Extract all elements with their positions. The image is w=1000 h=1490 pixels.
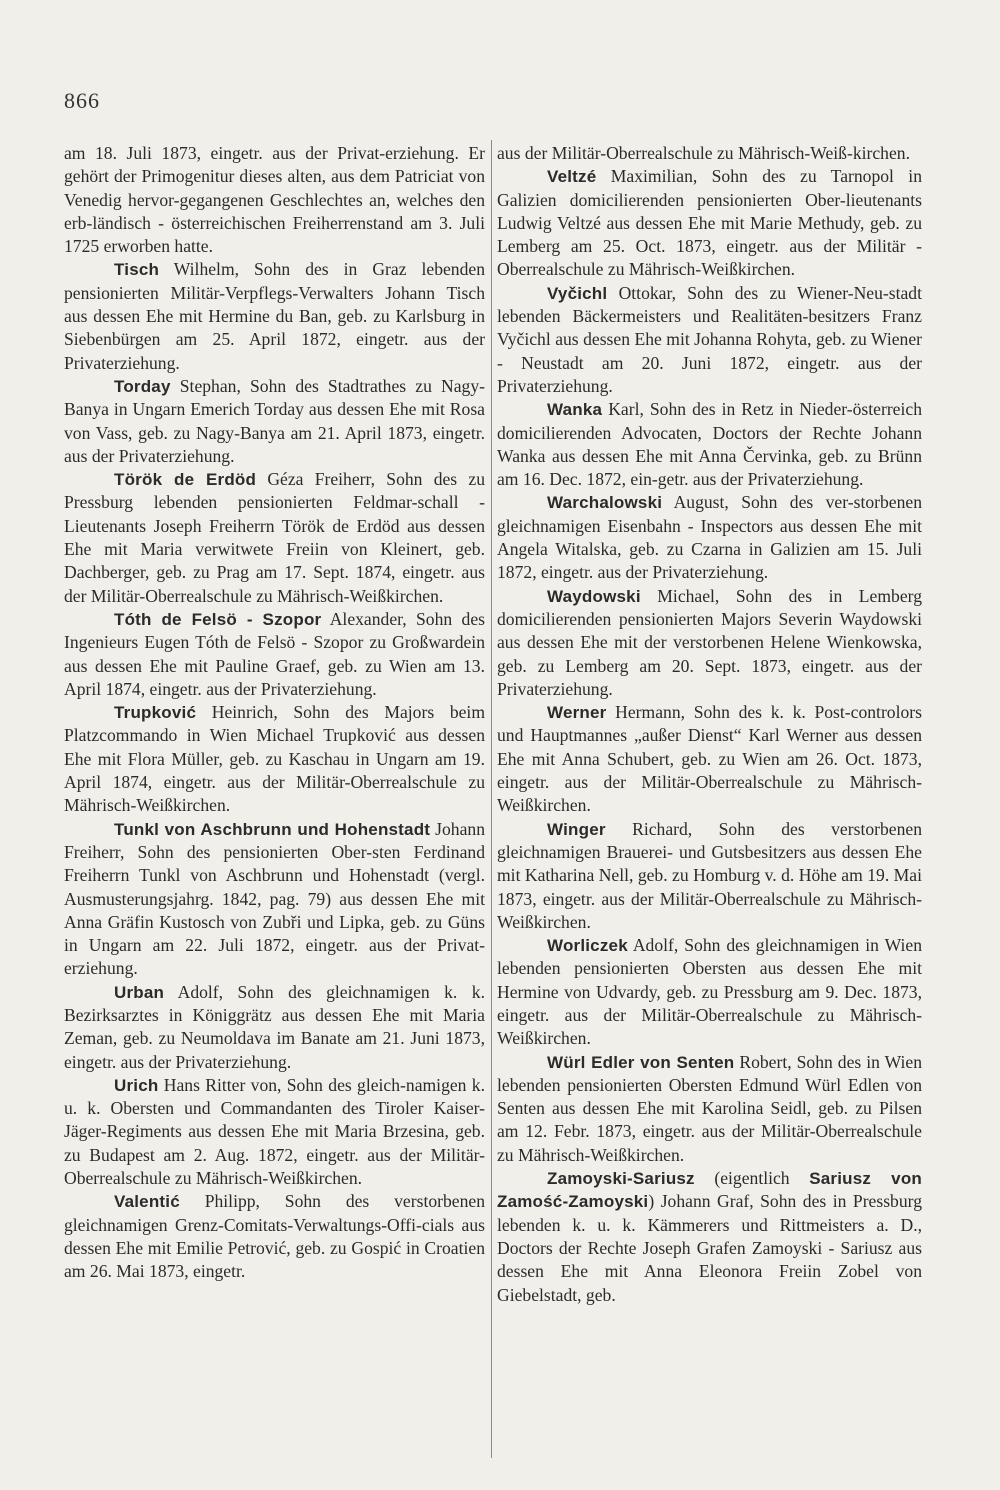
entry-text: ) Johann Graf, Sohn des in Pressburg lebenden k. u. k. Kämmerers und Rittmeisters a. D., Doctors der Rechte Joseph Grafen Zamoyski - Sariusz aus dessen Ehe mit Anna Eleonora Freiin Zobel von Giebelstadt, geb. [497,1191,922,1305]
entry-name: Warchalowski [547,493,663,513]
entry-name: Török de Erdöd [114,470,257,490]
entry-name: Tunkl von Aschbrunn und Hohenstadt [114,819,431,839]
entry-wurl [497,1051,922,1167]
entry-continuation [64,142,485,258]
entry-name: Waydowski [547,586,641,606]
entry-urich [64,1074,485,1190]
entry-text: Michael, Sohn des in Lemberg domicilierenden pensionierten Majors Severin Waydowski aus dessen Ehe mit der verstorbenen Helene Wienkowska, geb. zu Lemberg am 20. Sept. 1873, eingetr. aus der Privaterziehung. [497,585,922,699]
entry-wanka [497,398,922,491]
entry-text: Géza Freiherr, Sohn des zu Pressburg lebenden pensionierten Feldmar-schall - Lieutenants Joseph Freiherrn Török de Erdöd aus dessen Ehe mit Maria verwitwete Freiin von Kleinert, geb. Dachberger, geb. zu Prag am 17. Sept. 1874, eingetr. aus der Militär-Oberrealschule zu Mährisch-Weißkirchen. [64,469,485,606]
entry-worliczek [497,934,922,1050]
entry-name: Veltzé [547,167,597,187]
entry-name-alt: Sariusz von Zamość-Zamoyski [497,1169,922,1212]
column-divider [491,140,492,1458]
entry-text: Philipp, Sohn des verstorbenen gleichnamigen Grenz-Comitats-Verwaltungs-Offi-cials aus dessen Ehe mit Emilie Petrović, geb. zu Gospić in Croatien am 26. Mai 1873, eingetr. [64,1191,485,1282]
entry-vycichl [497,282,922,398]
entry-text: Richard, Sohn des verstorbenen gleichnamigen Brauerei- und Gutsbesitzers aus dessen Ehe mit Katharina Nell, geb. zu Homburg v. d. Höhe am 19. Mai 1873, eingetr. aus der Militär-Oberrealschule zu Mährisch-Weißkirchen. [497,818,922,932]
entry-continuation [497,142,922,165]
entry-name: Torday [114,376,171,396]
entry-text: August, Sohn des ver-storbenen gleichnamigen Eisenbahn - Inspectors aus dessen Ehe mit Angela Witalska, geb. zu Czarna in Galizien am 15. Juli 1872, eingetr. aus der Privaterziehung. [497,492,922,583]
entry-text: Wilhelm, Sohn des in Graz lebenden pensionierten Militär-Verpflegs-Verwalters Johann Tisch aus dessen Ehe mit Hermine du Ban, geb. zu Karlsburg in Siebenbürgen am 25. April 1872, eingetr. aus der Privaterziehung. [64,259,485,373]
entry-text: Ottokar, Sohn des zu Wiener-Neu-stadt lebenden Bäckermeisters und Realitäten-besitzers Franz Vyčichl aus dessen Ehe mit Johanna Rohyta, geb. zu Wiener - Neustadt am 20. Juni 1872, eingetr. aus der Privaterziehung. [497,282,922,396]
entry-text: Adolf, Sohn des gleichnamigen k. k. Bezirksarztes in Königgrätz aus dessen Ehe mit Maria Zeman, geb. zu Neumoldava im Banate am 21. Juni 1873, eingetr. aus der Privaterziehung. [64,981,485,1072]
entry-name: Worliczek [547,936,628,956]
entry-text: am 18. Juli 1873, eingetr. aus der Privat-erziehung. Er gehört der Primogenitur dieses alten, aus dem Patriciat von Venedig hervor-gegangenen Geschlechtes an, welches den erb-ländisch - österreichischen Freiherrenstand am 3. Juli 1725 erworben hatte. [64,143,485,257]
entry-text: Hans Ritter von, Sohn des gleich-namigen k. u. k. Obersten und Commandanten des Tiroler Kaiser-Jäger-Regiments aus dessen Ehe mit Maria Brzesina, geb. zu Budapest am 2. Aug. 1872, eingetr. aus der Militär-Oberrealschule zu Mährisch-Weißkirchen. [64,1074,485,1189]
entry-urban [64,981,485,1074]
entry-text: Alexander, Sohn des Ingenieurs Eugen Tóth de Felsö - Szopor zu Großwardein aus dessen Ehe mit Pauline Graef, geb. zu Wien am 13. April 1874, eingetr. aus der Privaterziehung. [64,608,485,699]
entry-trupkovic [64,701,485,817]
entry-warchalowski [497,491,922,584]
entry-toth [64,608,485,701]
entry-name: Urban [114,982,165,1002]
entry-waydowski [497,585,922,701]
entry-name: Würl Edler von Senten [547,1052,735,1072]
entry-text: Hermann, Sohn des k. k. Post-controlors und Hauptmannes „außer Dienst“ Karl Werner aus dessen Ehe mit Anna Schubert, geb. zu Wien am 26. Oct. 1873, eingetr. aus der Militär-Oberrealschule zu Mährisch-Weißkirchen. [497,702,922,816]
entry-torday [64,375,485,468]
entry-text: Johann Freiherr, Sohn des pensionierten Ober-sten Ferdinand Freiherrn Tunkl von Aschbrunn und Hohenstadt (vergl. Ausmusterungsjahrg. 1842, pag. 79) aus dessen Ehe mit Anna Gräfin Kustosch von Zubři und Lipka, geb. zu Güns in Ungarn am 22. Juli 1872, eingetr. aus der Privat-erziehung. [64,818,486,979]
entry-name: Wanka [547,400,603,420]
page-number: 866 [64,88,100,113]
entry-zamoyski [497,1167,922,1307]
entry-name: Winger [547,819,606,839]
entry-veltze [497,165,922,281]
entry-name: Zamoyski-Sariusz [547,1169,695,1189]
entry-name: Trupković [114,703,197,723]
entry-werner [497,701,922,817]
entry-winger [497,818,922,934]
entry-valentic [64,1190,485,1283]
entry-text: Karl, Sohn des in Retz in Nieder-österreich domicilierenden Advocaten, Doctors der Rechte Johann Wanka aus dessen Ehe mit Anna Červinka, geb. zu Brünn am 16. Dec. 1872, ein-getr. aus der Privaterziehung. [497,399,922,490]
entry-tunkl [64,818,485,981]
entry-name: Urich [114,1075,159,1095]
entry-text: aus der Militär-Oberrealschule zu Mährisch-Weiß-kirchen. [497,143,910,163]
entry-name: Tóth de Felsö - Szopor [114,609,322,629]
right-column [497,142,922,1307]
entry-text: (eigentlich [694,1168,810,1189]
entry-name: Vyčichl [547,283,608,303]
entry-name: Tisch [114,260,160,280]
entry-torok [64,468,485,608]
entry-text: Stephan, Sohn des Stadtrathes zu Nagy-Banya in Ungarn Emerich Torday aus dessen Ehe mit Rosa von Vass, geb. zu Nagy-Banya am 21. April 1873, eingetr. aus der Privaterziehung. [64,375,485,466]
entry-text: Maximilian, Sohn des zu Tarnopol in Galizien domicilierenden pensionierten Ober-lieutenants Ludwig Veltzé aus dessen Ehe mit Marie Methudy, geb. zu Lemberg am 25. Oct. 1873, eingetr. aus der Militär - Oberrealschule zu Mährisch-Weißkirchen. [497,166,922,280]
entry-name: Werner [547,703,607,723]
entry-tisch [64,258,485,374]
left-column [64,142,485,1284]
entry-text: Adolf, Sohn des gleichnamigen in Wien lebenden pensionierten Obersten aus dessen Ehe mit Hermine von Udvardy, geb. zu Pressburg am 9. Dec. 1873, eingetr. aus der Militär-Oberrealschule zu Mährisch-Weißkirchen. [497,935,922,1049]
entry-name: Valentić [114,1192,180,1212]
entry-text: Heinrich, Sohn des Majors beim Platzcommando in Wien Michael Trupković aus dessen Ehe mit Flora Müller, geb. zu Kaschau in Ungarn am 19. April 1874, eingetr. aus der Militär-Oberrealschule zu Mährisch-Weißkirchen. [64,702,485,816]
entry-text: Robert, Sohn des in Wien lebenden pensionierten Obersten Edmund Würl Edlen von Senten aus dessen Ehe mit Karolina Seidl, geb. zu Pilsen am 12. Febr. 1873, eingetr. aus der Militär-Oberrealschule zu Mährisch-Weißkirchen. [497,1051,922,1165]
